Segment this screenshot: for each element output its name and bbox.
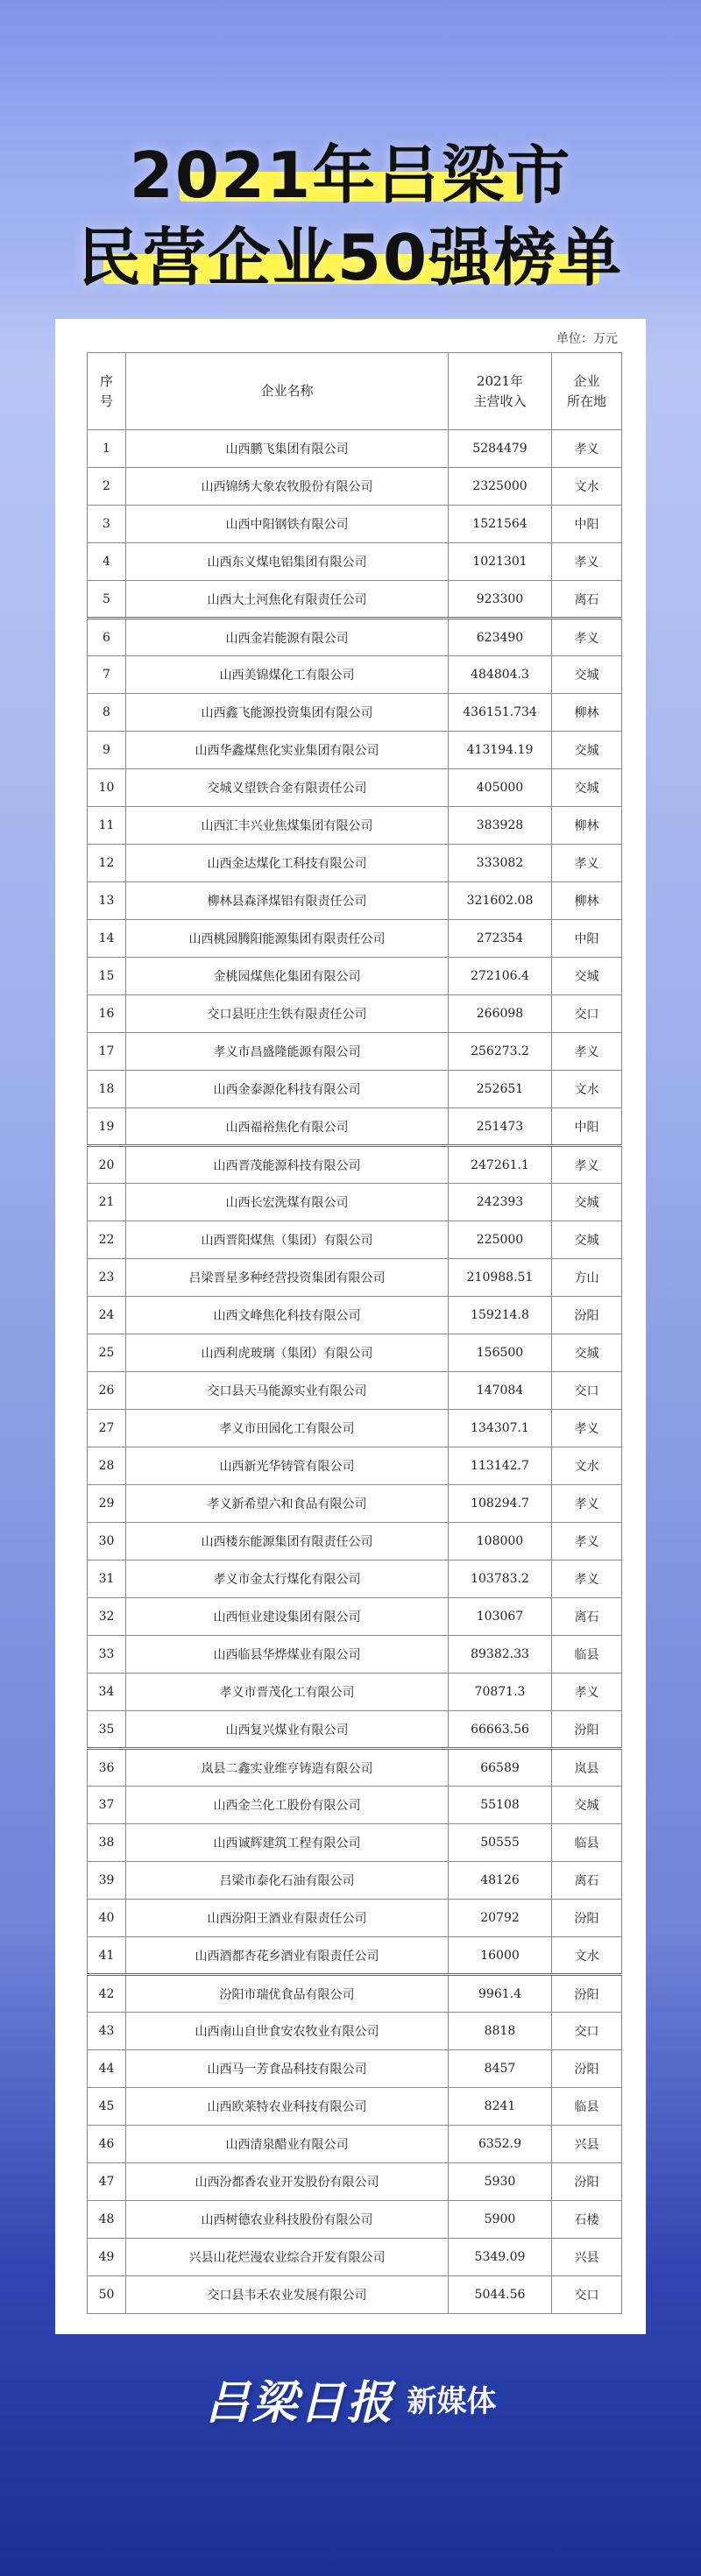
cell-name: 山西树德农业科技股份有限公司	[126, 2201, 449, 2239]
cell-location: 交城	[552, 732, 622, 769]
cell-name: 交口县旺庄生铁有限责任公司	[126, 995, 449, 1033]
cell-name: 山西长宏洗煤有限公司	[126, 1184, 449, 1221]
cell-location: 孝义	[552, 1410, 622, 1447]
cell-revenue: 484804.3	[449, 656, 552, 694]
table-row	[88, 1824, 622, 1862]
cell-revenue: 9961.4	[449, 1975, 552, 2013]
cell-revenue: 50555	[449, 1824, 552, 1862]
cell-rank: 32	[88, 1598, 126, 1636]
cell-revenue: 108294.7	[449, 1485, 552, 1523]
table-row	[88, 656, 622, 694]
cell-revenue: 1021301	[449, 543, 552, 581]
cell-name: 孝义市晋茂化工有限公司	[126, 1674, 449, 1711]
cell-name: 山西金泰源化科技有限公司	[126, 1071, 449, 1108]
cell-rank: 33	[88, 1636, 126, 1674]
cell-rank: 20	[88, 1146, 126, 1184]
cell-revenue: 225000	[449, 1221, 552, 1259]
table-row	[88, 1711, 622, 1749]
table-row	[88, 2126, 622, 2163]
cell-name: 岚县二鑫实业维亨铸造有限公司	[126, 1749, 449, 1787]
cell-location: 柳林	[552, 882, 622, 920]
cell-revenue: 55108	[449, 1787, 552, 1824]
cell-revenue: 1521564	[449, 506, 552, 543]
cell-name: 山西金兰化工股份有限公司	[126, 1787, 449, 1824]
cell-rank: 3	[88, 506, 126, 543]
cell-name: 山西文峰焦化科技有限公司	[126, 1297, 449, 1334]
cell-rank: 21	[88, 1184, 126, 1221]
cell-revenue: 89382.33	[449, 1636, 552, 1674]
cell-rank: 11	[88, 807, 126, 845]
cell-location: 岚县	[552, 1749, 622, 1787]
cell-name: 山西利虎玻璃（集团）有限公司	[126, 1334, 449, 1372]
cell-name: 山西汾阳王酒业有限责任公司	[126, 1900, 449, 1937]
cell-location: 文水	[552, 468, 622, 506]
table-row	[88, 1787, 622, 1824]
table-row	[88, 1146, 622, 1184]
cell-name: 吕梁市泰化石油有限公司	[126, 1862, 449, 1900]
cell-revenue: 103067	[449, 1598, 552, 1636]
cell-rank: 12	[88, 845, 126, 882]
cell-revenue: 70871.3	[449, 1674, 552, 1711]
cell-revenue: 252651	[449, 1071, 552, 1108]
table-row	[88, 506, 622, 543]
cell-location: 临县	[552, 1636, 622, 1674]
cell-rank: 41	[88, 1937, 126, 1975]
table-header-row	[88, 353, 622, 430]
table-row	[88, 1636, 622, 1674]
cell-name: 山西新光华铸管有限公司	[126, 1447, 449, 1485]
table-row	[88, 543, 622, 581]
cell-revenue: 436151.734	[449, 694, 552, 732]
cell-revenue: 623490	[449, 619, 552, 656]
table-row	[88, 1108, 622, 1146]
cell-location: 交城	[552, 1787, 622, 1824]
cell-rank: 45	[88, 2088, 126, 2126]
cell-rank: 38	[88, 1824, 126, 1862]
cell-revenue: 48126	[449, 1862, 552, 1900]
table-row	[88, 1221, 622, 1259]
cell-name: 山西恒业建设集团有限公司	[126, 1598, 449, 1636]
cell-location: 孝义	[552, 543, 622, 581]
cell-name: 山西马一芳食品科技有限公司	[126, 2050, 449, 2088]
brand-media-label: 新媒体	[407, 2384, 497, 2419]
cell-revenue: 251473	[449, 1108, 552, 1146]
cell-location: 中阳	[552, 506, 622, 543]
cell-rank: 24	[88, 1297, 126, 1334]
cell-location: 孝义	[552, 619, 622, 656]
cell-revenue: 159214.8	[449, 1297, 552, 1334]
table-row	[88, 1259, 622, 1297]
cell-location: 交口	[552, 2276, 622, 2314]
cell-name: 孝义市金太行煤化有限公司	[126, 1560, 449, 1598]
cell-rank: 15	[88, 958, 126, 995]
table-row	[88, 1184, 622, 1221]
cell-name: 交口县韦禾农业发展有限公司	[126, 2276, 449, 2314]
cell-name: 山西华鑫煤焦化实业集团有限公司	[126, 732, 449, 769]
cell-revenue: 405000	[449, 769, 552, 807]
cell-location: 兴县	[552, 2239, 622, 2276]
cell-location: 汾阳	[552, 1900, 622, 1937]
table-row	[88, 1297, 622, 1334]
cell-name: 山西鑫飞能源投资集团有限公司	[126, 694, 449, 732]
cell-location: 交口	[552, 2013, 622, 2050]
cell-location: 交城	[552, 769, 622, 807]
table-row	[88, 882, 622, 920]
cell-rank: 4	[88, 543, 126, 581]
table-row	[88, 1410, 622, 1447]
cell-location: 离石	[552, 581, 622, 619]
cell-revenue: 8241	[449, 2088, 552, 2126]
cell-rank: 16	[88, 995, 126, 1033]
cell-revenue: 134307.1	[449, 1410, 552, 1447]
brand-logo: 吕梁日报	[204, 2376, 394, 2430]
table-row	[88, 732, 622, 769]
cell-name: 吕梁晋星多种经营投资集团有限公司	[126, 1259, 449, 1297]
cell-name: 山西南山自世食安农牧业有限公司	[126, 2013, 449, 2050]
cell-revenue: 20792	[449, 1900, 552, 1937]
cell-location: 中阳	[552, 920, 622, 958]
cell-revenue: 210988.51	[449, 1259, 552, 1297]
cell-rank: 50	[88, 2276, 126, 2314]
cell-revenue: 272354	[449, 920, 552, 958]
cell-location: 文水	[552, 1071, 622, 1108]
cell-rank: 2	[88, 468, 126, 506]
cell-rank: 42	[88, 1975, 126, 2013]
cell-revenue: 16000	[449, 1937, 552, 1975]
cell-name: 兴县山花烂漫农业综合开发有限公司	[126, 2239, 449, 2276]
cell-revenue: 5349.09	[449, 2239, 552, 2276]
cell-location: 方山	[552, 1259, 622, 1297]
cell-rank: 40	[88, 1900, 126, 1937]
cell-name: 山西酒都杏花乡酒业有限责任公司	[126, 1937, 449, 1975]
cell-name: 山西美锦煤化工有限公司	[126, 656, 449, 694]
cell-location: 兴县	[552, 2126, 622, 2163]
cell-name: 山西金岩能源有限公司	[126, 619, 449, 656]
table-row	[88, 1900, 622, 1937]
cell-rank: 43	[88, 2013, 126, 2050]
cell-location: 汾阳	[552, 1711, 622, 1749]
cell-rank: 27	[88, 1410, 126, 1447]
cell-revenue: 8457	[449, 2050, 552, 2088]
cell-location: 孝义	[552, 1560, 622, 1598]
table-row	[88, 769, 622, 807]
cell-name: 山西金达煤化工科技有限公司	[126, 845, 449, 882]
cell-revenue: 5900	[449, 2201, 552, 2239]
table-row	[88, 1447, 622, 1485]
table-row	[88, 1071, 622, 1108]
cell-location: 孝义	[552, 1523, 622, 1560]
cell-revenue: 413194.19	[449, 732, 552, 769]
cell-location: 交城	[552, 958, 622, 995]
cell-rank: 9	[88, 732, 126, 769]
cell-revenue: 2325000	[449, 468, 552, 506]
table-row	[88, 2050, 622, 2088]
cell-rank: 18	[88, 1071, 126, 1108]
cell-name: 柳林县森泽煤铝有限责任公司	[126, 882, 449, 920]
cell-rank: 14	[88, 920, 126, 958]
cell-rank: 48	[88, 2201, 126, 2239]
table-row	[88, 581, 622, 619]
cell-revenue: 66663.56	[449, 1711, 552, 1749]
cell-rank: 29	[88, 1485, 126, 1523]
cell-location: 离石	[552, 1598, 622, 1636]
cell-rank: 26	[88, 1372, 126, 1410]
cell-rank: 44	[88, 2050, 126, 2088]
cell-revenue: 108000	[449, 1523, 552, 1560]
table-row	[88, 2088, 622, 2126]
cell-location: 柳林	[552, 694, 622, 732]
cell-revenue: 147084	[449, 1372, 552, 1410]
cell-name: 孝义市田园化工有限公司	[126, 1410, 449, 1447]
header-location: 企业 所在地	[552, 353, 622, 430]
cell-rank: 13	[88, 882, 126, 920]
cell-location: 孝义	[552, 1033, 622, 1071]
cell-rank: 37	[88, 1787, 126, 1824]
cell-revenue: 383928	[449, 807, 552, 845]
cell-name: 山西临县华烨煤业有限公司	[126, 1636, 449, 1674]
cell-revenue: 6352.9	[449, 2126, 552, 2163]
table-row	[88, 1862, 622, 1900]
table-row	[88, 430, 622, 468]
cell-rank: 23	[88, 1259, 126, 1297]
cell-name: 山西诚辉建筑工程有限公司	[126, 1824, 449, 1862]
table-row	[88, 1749, 622, 1787]
table-row	[88, 958, 622, 995]
cell-rank: 17	[88, 1033, 126, 1071]
cell-revenue: 321602.08	[449, 882, 552, 920]
table-row	[88, 2163, 622, 2201]
table-row	[88, 2013, 622, 2050]
title-line-1: 2021年吕梁市	[129, 138, 572, 212]
cell-location: 孝义	[552, 1674, 622, 1711]
cell-location: 汾阳	[552, 1975, 622, 2013]
table-row	[88, 920, 622, 958]
cell-revenue: 266098	[449, 995, 552, 1033]
cell-revenue: 5284479	[449, 430, 552, 468]
table-row	[88, 2239, 622, 2276]
cell-name: 山西晋阳煤焦（集团）有限公司	[126, 1221, 449, 1259]
table-row	[88, 1523, 622, 1560]
cell-name: 交口县天马能源实业有限公司	[126, 1372, 449, 1410]
cell-rank: 1	[88, 430, 126, 468]
header-name: 企业名称	[126, 353, 449, 430]
cell-rank: 19	[88, 1108, 126, 1146]
cell-revenue: 256273.2	[449, 1033, 552, 1071]
cell-rank: 10	[88, 769, 126, 807]
cell-rank: 34	[88, 1674, 126, 1711]
cell-name: 孝义市昌盛隆能源有限公司	[126, 1033, 449, 1071]
header-rank: 序 号	[88, 353, 126, 430]
cell-rank: 36	[88, 1749, 126, 1787]
cell-name: 山西桃园腾阳能源集团有限责任公司	[126, 920, 449, 958]
table-row	[88, 1485, 622, 1523]
cell-rank: 5	[88, 581, 126, 619]
cell-rank: 49	[88, 2239, 126, 2276]
table-row	[88, 2201, 622, 2239]
cell-location: 汾阳	[552, 1297, 622, 1334]
cell-rank: 46	[88, 2126, 126, 2163]
cell-name: 山西汇丰兴业焦煤集团有限公司	[126, 807, 449, 845]
unit-label: 单位：万元	[556, 332, 618, 346]
cell-location: 石楼	[552, 2201, 622, 2239]
cell-revenue: 923300	[449, 581, 552, 619]
table-row	[88, 2276, 622, 2314]
table-row	[88, 694, 622, 732]
title-line-2: 民营企业50强榜单	[77, 221, 624, 294]
cell-location: 交城	[552, 1334, 622, 1372]
cell-rank: 22	[88, 1221, 126, 1259]
cell-name: 山西鹏飞集团有限公司	[126, 430, 449, 468]
cell-location: 孝义	[552, 1146, 622, 1184]
table-row	[88, 1033, 622, 1071]
cell-revenue: 113142.7	[449, 1447, 552, 1485]
cell-rank: 31	[88, 1560, 126, 1598]
cell-location: 孝义	[552, 1485, 622, 1523]
cell-name: 孝义新希望六和食品有限公司	[126, 1485, 449, 1523]
cell-rank: 30	[88, 1523, 126, 1560]
cell-location: 交城	[552, 656, 622, 694]
table-row	[88, 1674, 622, 1711]
cell-revenue: 272106.4	[449, 958, 552, 995]
ranking-card	[55, 319, 646, 2334]
header-revenue: 2021年 主营收入	[449, 353, 552, 430]
cell-name: 交城义望铁合金有限责任公司	[126, 769, 449, 807]
table-row	[88, 1372, 622, 1410]
brand-footer	[0, 2366, 701, 2436]
cell-rank: 35	[88, 1711, 126, 1749]
table-row	[88, 1598, 622, 1636]
cell-revenue: 242393	[449, 1184, 552, 1221]
cell-location: 交城	[552, 1184, 622, 1221]
cell-location: 临县	[552, 1824, 622, 1862]
cell-name: 山西东义煤电铝集团有限公司	[126, 543, 449, 581]
ranking-table	[87, 352, 622, 2314]
cell-rank: 39	[88, 1862, 126, 1900]
cell-revenue: 156500	[449, 1334, 552, 1372]
cell-name: 山西晋茂能源科技有限公司	[126, 1146, 449, 1184]
cell-location: 柳林	[552, 807, 622, 845]
cell-name: 山西欧莱特农业科技有限公司	[126, 2088, 449, 2126]
cell-revenue: 247261.1	[449, 1146, 552, 1184]
cell-name: 汾阳市瑞优食品有限公司	[126, 1975, 449, 2013]
table-row	[88, 807, 622, 845]
poster-title	[0, 0, 701, 315]
cell-revenue: 103783.2	[449, 1560, 552, 1598]
cell-name: 山西楼东能源集团有限责任公司	[126, 1523, 449, 1560]
cell-rank: 7	[88, 656, 126, 694]
table-row	[88, 845, 622, 882]
cell-name: 山西福裕焦化有限公司	[126, 1108, 449, 1146]
cell-location: 汾阳	[552, 2163, 622, 2201]
cell-location: 文水	[552, 1447, 622, 1485]
cell-location: 汾阳	[552, 2050, 622, 2088]
table-row	[88, 995, 622, 1033]
table-row	[88, 1334, 622, 1372]
cell-name: 山西清泉醋业有限公司	[126, 2126, 449, 2163]
cell-name: 金桃园煤焦化集团有限公司	[126, 958, 449, 995]
cell-location: 孝义	[552, 430, 622, 468]
cell-name: 山西汾都香农业开发股份有限公司	[126, 2163, 449, 2201]
cell-location: 临县	[552, 2088, 622, 2126]
cell-name: 山西中阳钢铁有限公司	[126, 506, 449, 543]
cell-name: 山西大土河焦化有限责任公司	[126, 581, 449, 619]
cell-revenue: 333082	[449, 845, 552, 882]
cell-location: 交口	[552, 995, 622, 1033]
table-row	[88, 619, 622, 656]
table-row	[88, 1560, 622, 1598]
cell-revenue: 66589	[449, 1749, 552, 1787]
cell-location: 交口	[552, 1372, 622, 1410]
cell-rank: 25	[88, 1334, 126, 1372]
cell-location: 孝义	[552, 845, 622, 882]
table-row	[88, 1937, 622, 1975]
cell-location: 离石	[552, 1862, 622, 1900]
cell-rank: 6	[88, 619, 126, 656]
cell-location: 交城	[552, 1221, 622, 1259]
cell-revenue: 8818	[449, 2013, 552, 2050]
cell-name: 山西锦绣大象农牧股份有限公司	[126, 468, 449, 506]
cell-revenue: 5044.56	[449, 2276, 552, 2314]
cell-rank: 8	[88, 694, 126, 732]
table-row	[88, 468, 622, 506]
cell-rank: 28	[88, 1447, 126, 1485]
cell-name: 山西复兴煤业有限公司	[126, 1711, 449, 1749]
cell-location: 中阳	[552, 1108, 622, 1146]
table-row	[88, 1975, 622, 2013]
cell-revenue: 5930	[449, 2163, 552, 2201]
cell-location: 文水	[552, 1937, 622, 1975]
cell-rank: 47	[88, 2163, 126, 2201]
